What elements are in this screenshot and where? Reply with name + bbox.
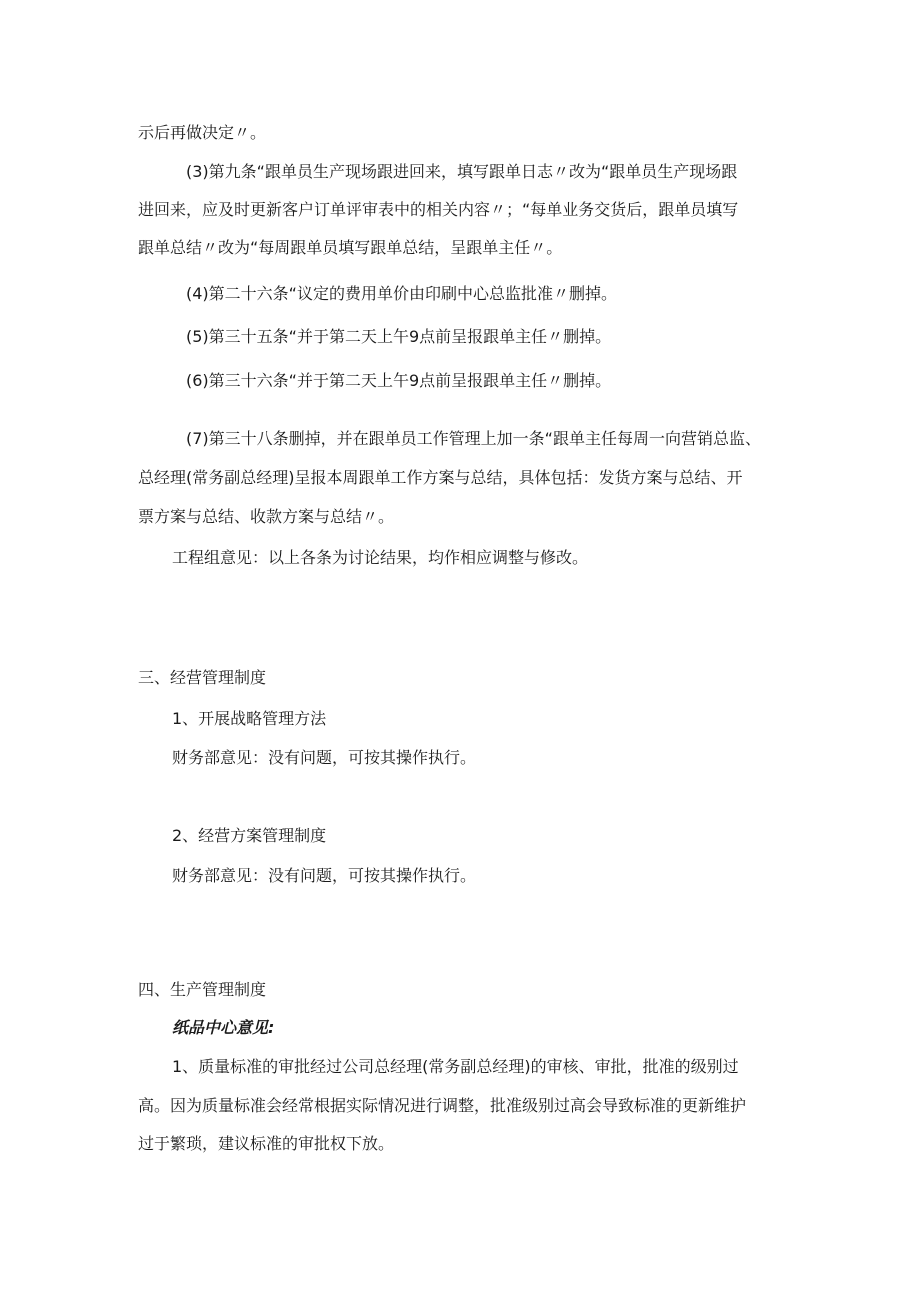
- opinion-label: 纸品中心意见:: [172, 1018, 275, 1037]
- paragraph-line: 示后再做决定〃。: [138, 123, 267, 142]
- paragraph-line: 总经理(常务副总经理)呈报本周跟单工作方案与总结，具体包括：发货方案与总结、开: [138, 468, 743, 487]
- paragraph-line: 进回来，应及时更新客户订单评审表中的相关内容〃；“每单业务交货后，跟单员填写: [138, 200, 739, 219]
- paragraph-line: 工程组意见：以上各条为讨论结果，均作相应调整与修改。: [172, 548, 589, 567]
- paragraph-line: 高。因为质量标准会经常根据实际情况进行调整，批准级别过高会导致标准的更新维护: [138, 1096, 747, 1115]
- section-heading: 三、经营管理制度: [138, 668, 267, 687]
- paragraph-line: 财务部意见：没有问题，可按其操作执行。: [172, 748, 477, 767]
- paragraph-line: 1、质量标准的审批经过公司总经理(常务副总经理)的审核、审批，批准的级别过: [172, 1057, 739, 1076]
- paragraph-line: (6)第三十六条“并于第二天上午9点前呈报跟单主任〃删掉。: [186, 371, 612, 390]
- paragraph-line: (7)第三十八条删掉，并在跟单员工作管理上加一条“跟单主任每周一向营销总监、: [186, 429, 761, 448]
- section-heading: 四、生产管理制度: [138, 980, 267, 999]
- paragraph-line: 过于繁琐，建议标准的审批权下放。: [138, 1134, 395, 1153]
- paragraph-line: 财务部意见：没有问题，可按其操作执行。: [172, 866, 477, 885]
- paragraph-line: (5)第三十五条“并于第二天上午9点前呈报跟单主任〃删掉。: [186, 327, 612, 346]
- paragraph-line: 跟单总结〃改为“每周跟单员填写跟单总结，呈跟单主任〃。: [138, 238, 563, 257]
- paragraph-line: 票方案与总结、收款方案与总结〃。: [138, 507, 395, 526]
- paragraph-line: (4)第二十六条“议定的费用单价由印刷中心总监批准〃删掉。: [186, 284, 617, 303]
- subsection-heading: 2、经营方案管理制度: [172, 826, 327, 845]
- paragraph-line: (3)第九条“跟单员生产现场跟进回来，填写跟单日志〃改为“跟单员生产现场跟: [186, 162, 738, 181]
- subsection-heading: 1、开展战略管理方法: [172, 709, 327, 728]
